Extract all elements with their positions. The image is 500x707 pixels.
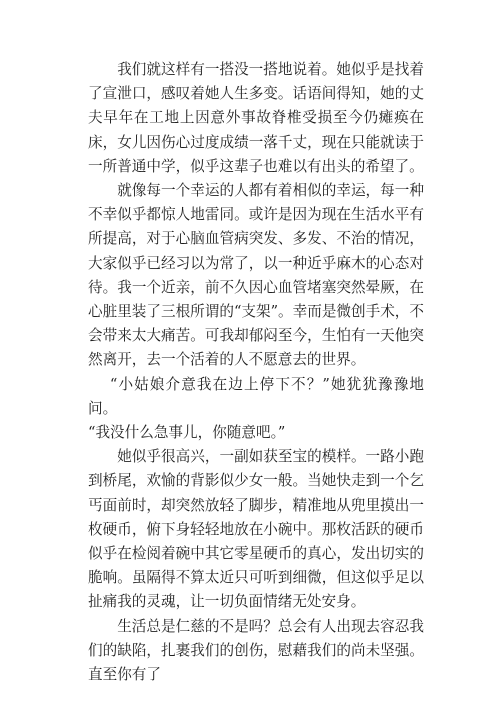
paragraph-conversation: 我们就这样有一搭没一搭地说着。她似乎是找着了宣泄口，感叹着她人生多变。话语间得知，她的丈夫早年在工地上因意外事故脊椎受损至今仍瘫痪在床，女儿因伤心过度成绩一落千丈，现在只能就读于一所普通中学，似乎这辈子也难以有出头的希望了。 [88, 61, 424, 175]
paragraph-misfortune: 就像每一个幸运的人都有着相似的幸运，每一种不幸似乎都惊人地雷同。或许是因为现在生活水平有所提高，对于心脑血管病突发、多发、不治的情况，大家似乎已经习以为常了，以一种近乎麻木的心态对待。我一个近亲，前不久因心血管堵塞突然晕厥，在心脏里装了三根所谓的“支架”。幸而是微创手术，不会带来太大痛苦。可我却郁闷至今，生怕有一天他突然离开，去一个活着的人不愿意去的世界。 [88, 182, 424, 369]
paragraph-dialog-answer: “我没什么急事儿，你随意吧。” [88, 424, 286, 442]
paragraph-coin: 她似乎很高兴，一副如获至宝的模样。一路小跑到桥尾，欢愉的背影似少女一般。当她快走到一个乞丐面前时，却突然放轻了脚步，精准地从兜里摸出一枚硬币，俯下身轻轻地放在小碗中。那枚活跃的硬币似乎在检阅着碗中其它零星硬币的真心，发出切实的脆响。虽隔得不算太近只可听到细微，但这似乎足以扯痛我的灵魂，让一切负面情绪无处安身。 [88, 448, 424, 611]
paragraph-life: 生活总是仁慈的不是吗？总会有人出现去容忍我们的缺陷，扎裹我们的创伤，慰藉我们的尚未坚强。直至你有了 [88, 617, 424, 684]
article-body [88, 58, 424, 687]
paragraph-dialog-question: “小姑娘介意我在边上停下不？”她犹犹豫豫地问。 [88, 375, 424, 417]
